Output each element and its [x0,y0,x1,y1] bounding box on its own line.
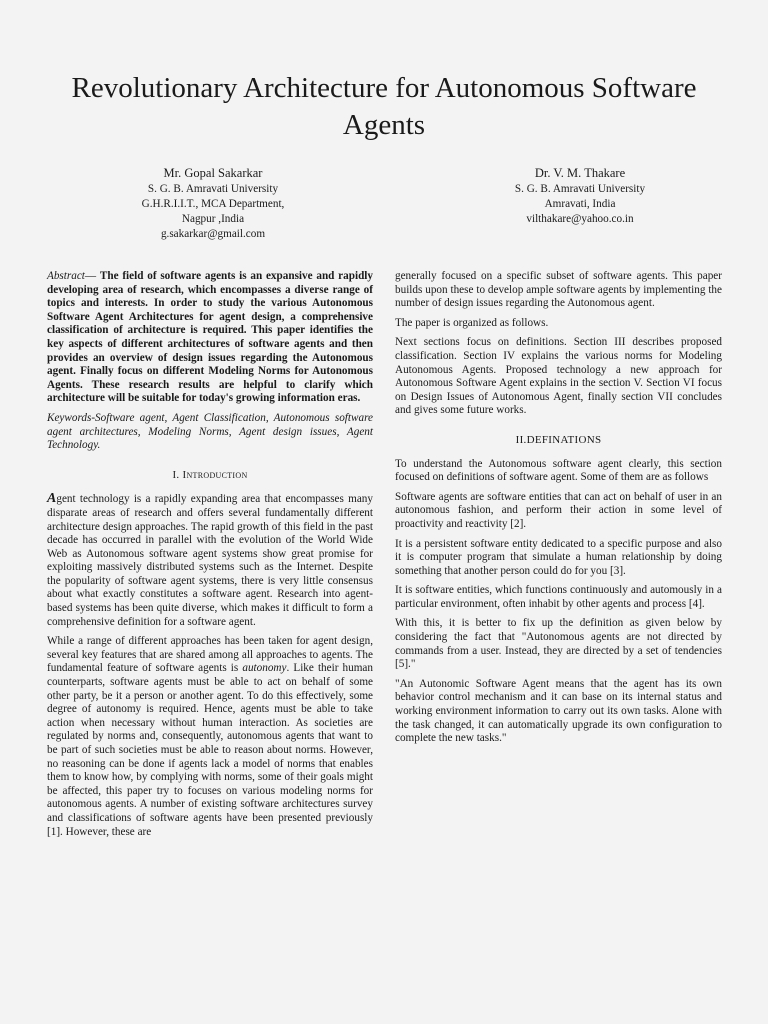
emphasis-autonomy: autonomy [242,662,287,675]
author-location: Amravati, India [544,198,616,210]
abstract-dash: — [84,270,100,282]
drop-cap: A [47,491,57,507]
author-name: Dr. V. M. Thakare [534,166,626,180]
author-block-1 [63,164,363,242]
abstract-text: The field of software agents is an expansive and rapidly developing area of research, which encompasses a diverse range of topics and interests. In order to study the various Autonomous Software Agent Architectures for agent design, a comprehensive classification of architecture is required. This paper identifies the key aspects of different architectures of software agents and then provides an overview of design issues regarding the Autonomous agent. Finally focus on different Modeling Norms for Autonomous Agents. These research results are helpful to clarify which architecture will be suitable for today's growing information eras. [47,270,373,405]
intro-paragraph-1 [47,492,373,629]
author-name: Mr. Gopal Sakarkar [163,166,263,180]
paper-title: Revolutionary Architecture for Autonomous Software Agents [71,72,697,141]
author-block-2 [430,164,730,227]
body-paragraph: It is software entities, which functions continuously and automously in a particular environment, often inhabit by other agents and process [4]. [395,584,722,610]
intro-paragraph-1-text: gent technology is a rapidly expanding area that encompasses many disparate areas of research and offers several fundamentally different architecture design approaches. The rapid growth of this field in the past decade has occurred in parallel with the evolution of the World Wide Web as Autonomous software agent systems show great promise for exploiting massively distributed systems such as the Internet. Despite the popularity of software agent systems, there is very little consensus about what exactly constitutes a software agent. Research into agent-based systems has been quite diverse, which makes it difficult to form a comprehensive definition for a software agent. [47,493,373,628]
author-email: vilthakare@yahoo.co.in [526,213,634,225]
body-paragraph: Software agents are software entities that can act on behalf of user in an autonomous fashion, and perform their action in some level of proactivity and reactivity [2]. [395,490,722,530]
body-paragraph: Next sections focus on definitions. Section III describes proposed classification. Section IV explains the various norms for Modeling Autonomous Agents. Proposed technology a new approach for Autonomous Software Agent explains in the section V. Section VI focus on Design Issues of Autonomous Agent, finally section VII concludes and gives some future works. [395,336,722,417]
author-department: G.H.R.I.I.T., MCA Department, [141,198,285,210]
intro-paragraph-2-text-cont: . Like their human counterparts, software agents must be able to act on behalf of some other party, be it a person or another agent. To do this effectively, some degree of autonomy is required. Hence, agents must be able to take action when necessary without human interaction. As societies are regulated by norms and, consequently, autonomous agents that want to be part of such societies must be able to reason about norms. However, no reasoning can be done if agents lack a model of norms that enables them to know how, by complying with norms, some of their goals might be affected, this paper try to focuses on various modeling norms for autonomous agents. A number of existing software architectures survey and classifications of software agents have been presented previously [1]. However, these are [47,662,373,838]
body-paragraph: "An Autonomic Software Agent means that the agent has its own behavior control mechanism and it can base on its internal status and working environment information to carry out its own tasks. Alone with the task changed, it can automatically upgrade its own configuration to complete the new tasks." [395,677,722,745]
body-paragraph: With this, it is better to fix up the definition as given below by considering the fact that "Autonomous agents are not directed by commands from a user. Instead, they are directed by a set of tendencies [5]." [395,617,722,671]
right-column [395,270,722,752]
body-paragraph: generally focused on a specific subset of software agents. This paper builds upon these to develop ample software agents by implementing the number of design issues regarding the Autonomous agent. [395,270,722,310]
intro-paragraph-2 [47,635,373,839]
keywords: Keywords-Software agent, Agent Classification, Autonomous software agent architectures, Modeling Norms, Agent design issues, Agent Technology. [47,411,373,452]
left-column [47,270,373,845]
abstract [47,270,373,406]
section-heading-introduction: I. Introduction [172,468,248,481]
body-paragraph: It is a persistent software entity dedicated to a specific purpose and also it is computer program that simulate a human relationship by doing something that another person could do for you [3]. [395,537,722,577]
author-affiliation: S. G. B. Amravati University [147,183,279,195]
author-location: Nagpur ,India [181,213,245,225]
author-affiliation: S. G. B. Amravati University [514,183,646,195]
body-paragraph: The paper is organized as follows. [395,316,549,329]
section-heading-definitions: II.DEFINATIONS [515,433,602,446]
author-email: g.sakarkar@gmail.com [160,228,266,240]
body-paragraph: To understand the Autonomous software agent clearly, this section focused on definitions of software agent. Some of them are as follows [395,457,722,484]
intro-paragraph-2-text: While a range of different approaches has been taken for agent design, several key features that are shared among all approaches to agents. The fundamental feature of software agents is [47,635,373,675]
abstract-label: Abstract [47,270,85,282]
